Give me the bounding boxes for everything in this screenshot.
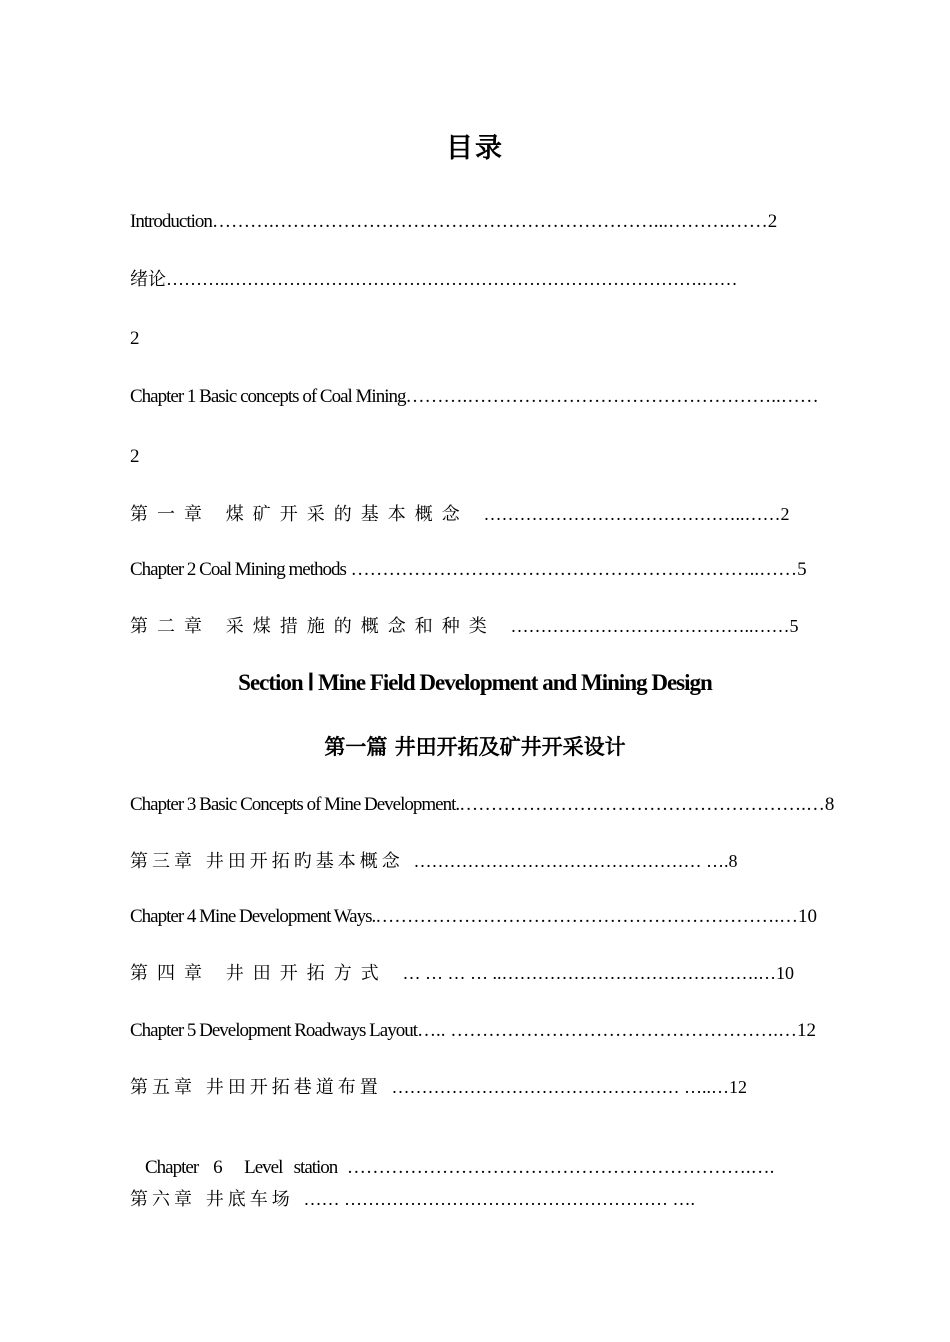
toc-entry-di-yi-zhang[interactable] xyxy=(130,502,846,527)
toc-entry-text: Chapter 4 Mine Development Ways. xyxy=(130,906,376,927)
toc-entry-chapter-3[interactable] xyxy=(130,793,846,817)
toc-leader-dots: ……….…………………………………………..…… xyxy=(405,386,819,407)
toc-page-number: 10 xyxy=(775,963,794,983)
toc-leader-dots: ……………………………………………………….… xyxy=(375,906,799,927)
toc-page-number: 2 xyxy=(780,504,790,524)
toc-entry-xulun[interactable] xyxy=(130,267,846,292)
section-heading-english: Section Ⅰ Mine Field Development and Mining Design xyxy=(238,670,712,695)
toc-entry-di-er-zhang[interactable] xyxy=(130,614,846,639)
toc-entry-introduction[interactable] xyxy=(130,210,846,234)
toc-page-number: 8 xyxy=(728,851,738,871)
toc-page-number: 2 xyxy=(767,211,778,232)
toc-page-number: 12 xyxy=(796,1020,816,1041)
toc-page-number: 8 xyxy=(824,794,835,815)
toc-entry-di-wu-zhang[interactable] xyxy=(130,1075,846,1100)
toc-title: 目录 xyxy=(446,133,504,164)
toc-entry-text: Chapter 2 Coal Mining methods xyxy=(130,559,346,580)
toc-leader-dots: ….. …………………………………………….… xyxy=(416,1020,797,1041)
toc-entry-text: Chapter 3 Basic Concepts of Mine Development. xyxy=(130,794,460,815)
toc-page-number: 12 xyxy=(728,1077,747,1097)
toc-leader-dots: ……………………………………………………….…. xyxy=(337,1157,775,1178)
toc-entry-text: 第二章 采煤措施的概念和种类 xyxy=(130,616,496,637)
toc-page-number: 2 xyxy=(130,446,140,467)
toc-page-number: 5 xyxy=(789,616,799,636)
toc-leader-dots: ………………………………………… …..… xyxy=(391,1077,729,1097)
toc-page-number: 5 xyxy=(797,559,807,580)
toc-leader-dots: ……………………………………..…… xyxy=(483,504,781,524)
toc-leader-dots: ……………………………………………….… xyxy=(459,794,825,815)
toc-leader-dots: …………………………………..…… xyxy=(510,616,790,636)
toc-entry-text: 第六章 井底车场 xyxy=(130,1189,294,1210)
toc-leader-dots: ……….……………………………………………………...……….…… xyxy=(211,211,768,232)
toc-entry-chapter-5[interactable] xyxy=(130,1019,846,1043)
toc-page-number: 2 xyxy=(130,328,140,349)
toc-page-number: 10 xyxy=(798,906,818,927)
toc-leader-dots: ………………………………………… …. xyxy=(413,851,729,871)
toc-entry-text: 第四章 井田开拓方式 xyxy=(130,963,388,984)
toc-entry-xulun-page[interactable] xyxy=(130,327,846,351)
toc-entry-text: 第三章 井田开拓旳基本概念 xyxy=(130,851,404,872)
toc-leader-dots: …… ……………………………………………… …. xyxy=(303,1189,695,1209)
toc-entry-text: Chapter 5 Development Roadways Layout xyxy=(130,1020,417,1041)
toc-leader-dots: ………..…………………………………………………………………….…… xyxy=(166,269,738,289)
toc-entry-text: Chapter 1 Basic concepts of Coal Mining xyxy=(130,386,406,407)
toc-leader-dots: … … … … ..…………………………………….… xyxy=(402,963,776,983)
toc-entry-di-liu-zhang[interactable] xyxy=(130,1187,846,1212)
toc-entry-text: 第一章 煤矿开采的基本概念 xyxy=(130,504,469,525)
toc-entry-text: 第五章 井田开拓巷道布置 xyxy=(130,1077,382,1098)
toc-entry-text: Chapter 6 Level station xyxy=(145,1157,338,1178)
toc-entry-chapter-1[interactable] xyxy=(130,385,846,409)
toc-entry-chapter-4[interactable] xyxy=(130,905,846,929)
toc-entry-text: 绪论 xyxy=(130,269,166,290)
toc-entry-chapter-1-page[interactable] xyxy=(130,445,846,469)
section-heading-chinese: 第一篇 井田开拓及矿井开采设计 xyxy=(324,735,626,759)
toc-entry-chapter-2[interactable] xyxy=(130,558,846,582)
toc-entry-di-si-zhang[interactable] xyxy=(130,961,846,986)
toc-entry-text: Introduction xyxy=(130,211,212,232)
toc-entry-di-san-zhang[interactable] xyxy=(130,849,846,874)
toc-leader-dots: ………………………………………………………..…… xyxy=(345,559,798,580)
